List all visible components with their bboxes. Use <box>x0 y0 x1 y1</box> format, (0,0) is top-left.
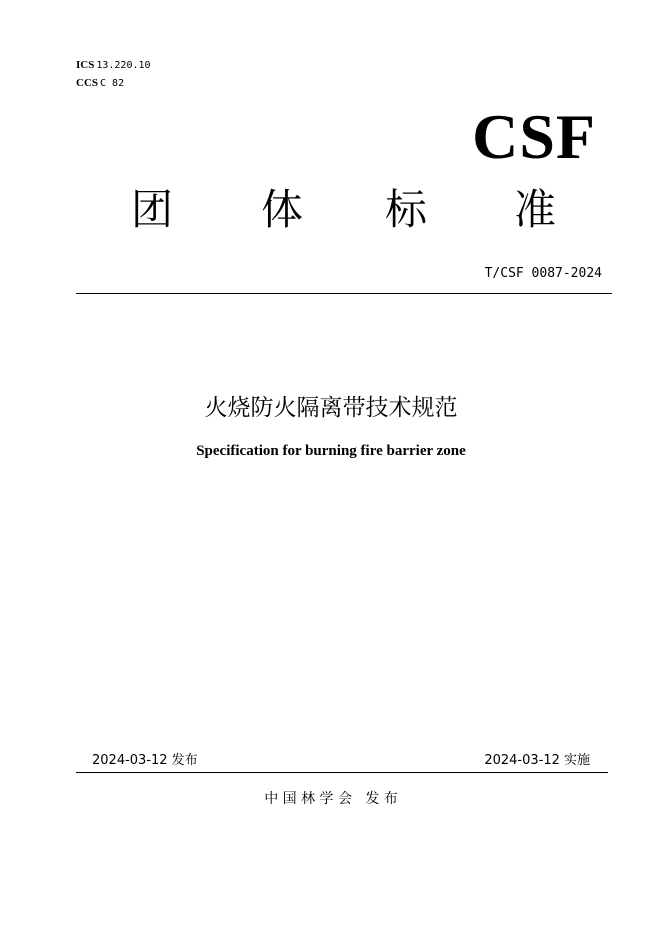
publisher: 中 国 林 学 会 发 布 <box>264 791 398 807</box>
ccs-label: CCS <box>76 77 99 89</box>
issue-date: 2024-03-12 发布 <box>92 753 198 768</box>
ics-value: 13.220.10 <box>96 60 151 71</box>
document-title-english: Specification for burning fire barrier zone <box>196 443 466 459</box>
standard-type-char: 准 <box>514 185 557 234</box>
footer-divider <box>76 772 608 773</box>
organization-logo-text: CSF <box>472 101 596 172</box>
ccs-value: C 82 <box>100 78 125 89</box>
ccs-classification <box>76 77 124 90</box>
standard-code: T/CSF 0087-2024 <box>484 266 602 281</box>
document-title-chinese: 火烧防火隔离带技术规范 <box>204 395 458 421</box>
implementation-date: 2024-03-12 实施 <box>484 753 590 768</box>
header-divider <box>76 293 612 294</box>
standard-type-char: 体 <box>261 185 304 234</box>
standard-type-char: 团 <box>131 185 174 234</box>
ics-classification <box>76 59 151 72</box>
standard-type-char: 标 <box>385 185 428 234</box>
standard-type-heading <box>0 185 662 237</box>
ics-label: ICS <box>76 59 95 71</box>
